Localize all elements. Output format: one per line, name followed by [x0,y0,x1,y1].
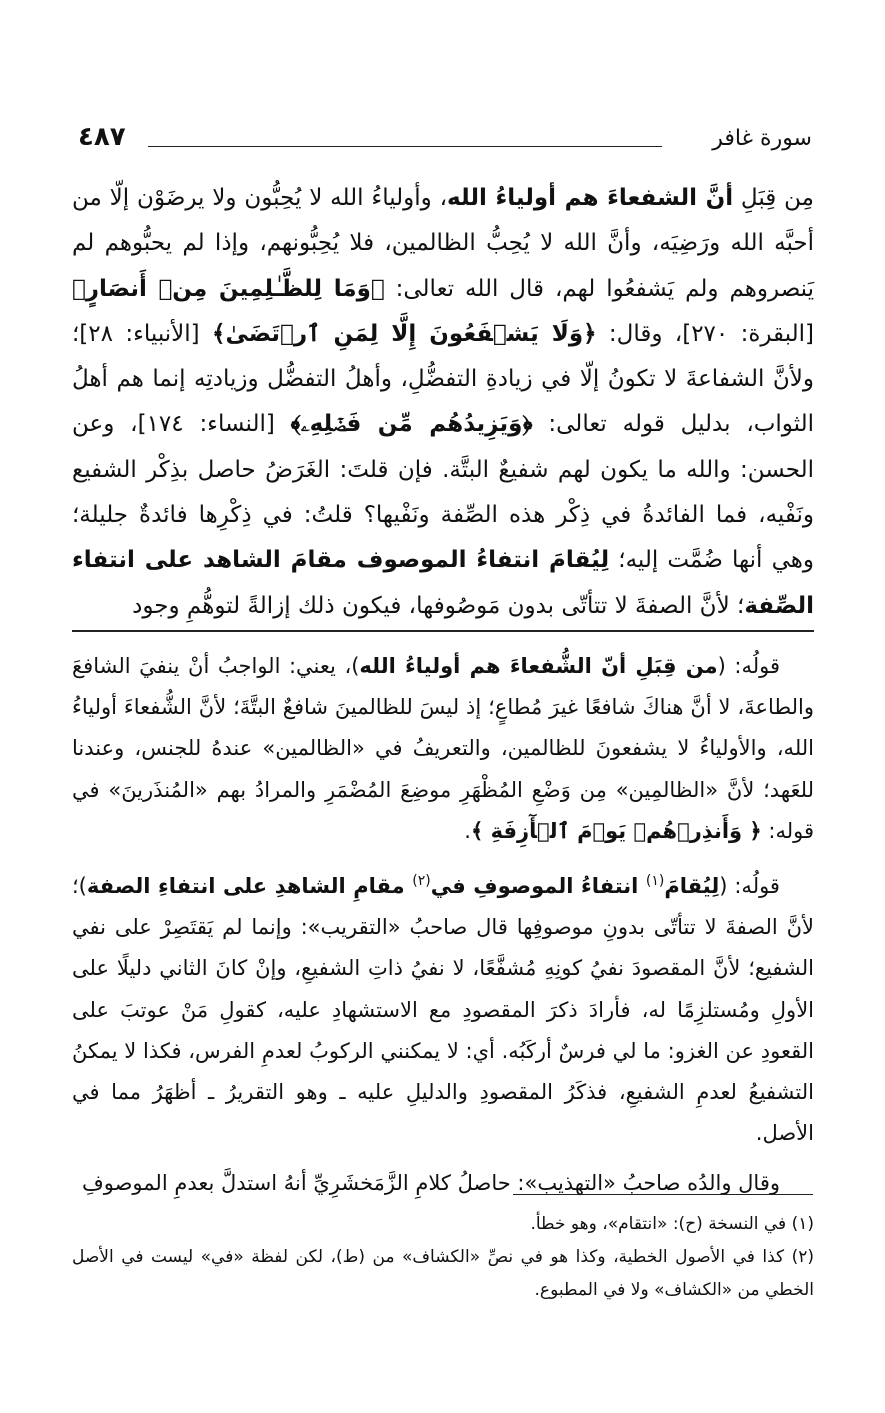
text-run: ؛ لأنَّ الصفةَ لا تتأتّى بدون مَوصُوفها، فيكون ذلك إزالةً لتوهُّمِ وجود [132,592,745,619]
quran-verse: ﴿وَمَا لِلظَّـٰلِمِينَ مِنۡ أَنصَارٍ﴾ [72,275,385,302]
surah-title: سورة غافر [712,126,812,151]
text-run: [الأنبياء: ٢٨]؛ ولأنَّ الشفاعةَ لا تكونُ إلّا في زيادةِ التفضُّلِ، وأهلُ التفضُّل وزيادتِه إنما هم أهلُ الثواب، بدليل قوله تعالى: [72,320,815,438]
quoted-phrase: من قِبَلِ أنّ الشُّفعاءَ هم أولياءُ الله [359,654,718,678]
quran-verse: ﴿وَيَزِيدُهُم مِّن فَضۡلِهِۦ﴾ [290,411,533,438]
commentary-paragraph [72,646,814,852]
main-divider [72,630,814,632]
text-run: )، يعني: الواجبُ أنْ ينفيَ الشافعَ والطاعةَ، لا أنَّ هناكَ شافعًا غيرَ مُطاعٍ؛ إذ ليسَ للظالمينَ شافعٌ البتَّةَ؛ لأنَّ الشُّفعاءَ أولياءُ الله، والأولياءُ لا يشفعونَ للظالمين، والتعريفُ في «الظالمين» عندهُ للجنس، وعندنا للعَهد؛ لأنَّ «الظالمِين» مِن وَضْعِ المُظْهَرِ موضِعَ المُضْمَرِ والمرادُ بهم «المُنذَرينَ» في قوله: [72,654,814,843]
page-number: ٤٨٧ [78,122,126,152]
commentary-paragraph [72,861,814,1154]
page-header [78,122,812,162]
main-paragraph [72,176,814,629]
text-run: . [464,818,471,843]
footnotes [72,1208,814,1307]
footnote-divider [513,1194,813,1195]
commentary-paragraph: وقال والدُه صاحبُ «التهذيب»: حاصلُ كلامِ الزَّمَخشَرِيِّ أنهُ استدلَّ بعدمِ الموصوفِ [81,1171,780,1196]
text-run: ، وأولياءُ الله لا يُحِبُّون ولا يرضَوْن إلّا من أحبَّه الله ورَضِيَه، وأنَّ الله لا يُحِبُّ الظالمين، فلا يُحِبُّونهم، وإذا لم يحبُّوهم لم يَنصروهم ولم يَشفعُوا لهم، قال الله تعالى: [72,185,814,302]
text-run: قولُه: ( [719,874,780,899]
quoted-phrase: مقامِ الشاهدِ على انتفاءِ الصفة [86,874,413,899]
quoted-phrase: انتفاءُ الموصوفِ في [430,874,646,899]
text-run: [النساء: ١٧٤]، وعن الحسن: والله ما يكون لهم شفيعٌ البتَّة. فإن قلتَ: الغَرَضُ حاصل بذِكْر الشفيع ونَفْيه، فما الفائدةُ في ذِكْر هذه الصِّفة ونَفْيها؟ قلتُ: في ذِكْرِها فائدةٌ جليلة؛ وهي أنها ضُمَّت إليه؛ [72,411,814,574]
text-run: )؛ لأنَّ الصفةَ لا تتأتّى بدونِ موصوفِها قال صاحبُ «التقريب»: وإنما لم يَقتَصِرْ على نفي الشفيع؛ لأنَّ المقصودَ نفيُ كونِهِ مُشفَّعًا، لا نفيُ ذاتِ الشفيعِ، وإنْ كانَ الثاني دليلًا على الأولِ ومُستلزِمًا له، فأرادَ ذكرَ المقصودِ مع الاستشهادِ عليه، كقولِ مَنْ عوتبَ على القعودِ عن الغزو: ما لي فرسٌ أركَبُه. أي: لا يمكنني الركوبُ لعدمِ الفرس، فكذا لا يمكنُ التشفيعُ لعدمِ الشفيعِ، فذكَرُ المقصودِ والدليلِ عليه ـ وهو التقريرُ ـ أظهَرُ مما في الأصل. [72,874,814,1146]
text-run: مِن قِبَلِ [733,185,814,211]
main-text [72,176,814,629]
text-run: [البقرة: ٢٧٠]، وقال: [596,320,815,347]
text-run: قولُه: ( [717,654,780,678]
footnote-ref[interactable]: (١) [645,873,665,890]
quoted-phrase: لِيُقامَ [664,874,720,899]
footnote-1: (١) في النسخة (ح): «انتقام»، وهو خطأ. [530,1214,814,1234]
footnote-2: (٢) كذا في الأصول الخطية، وكذا هو في نصِّ «الكشاف» من (ط)، لكن لفظة «في» ليست في الأصل الخطي من «الكشاف» ولا في المطبوع. [72,1247,814,1300]
quran-verse: ﴿ وَأَنذِرۡهُمۡ يَوۡمَ ٱلۡأٓزِفَةِ ﴾ [470,818,762,843]
footnote-ref[interactable]: (٢) [412,873,431,890]
quoted-phrase: لِيُقامَ انتفاءُ الموصوف مقامَ الشاهد على انتفاء الصِّفة [72,547,814,619]
quoted-phrase: أنَّ الشفعاءَ هم أولياءُ الله [447,185,734,211]
header-rule [148,146,662,147]
commentary [72,646,814,1205]
quran-verse: ﴿وَلَا يَشۡفَعُونَ إِلَّا لِمَنِ ٱرۡتَضَىٰ﴾ [211,320,597,347]
